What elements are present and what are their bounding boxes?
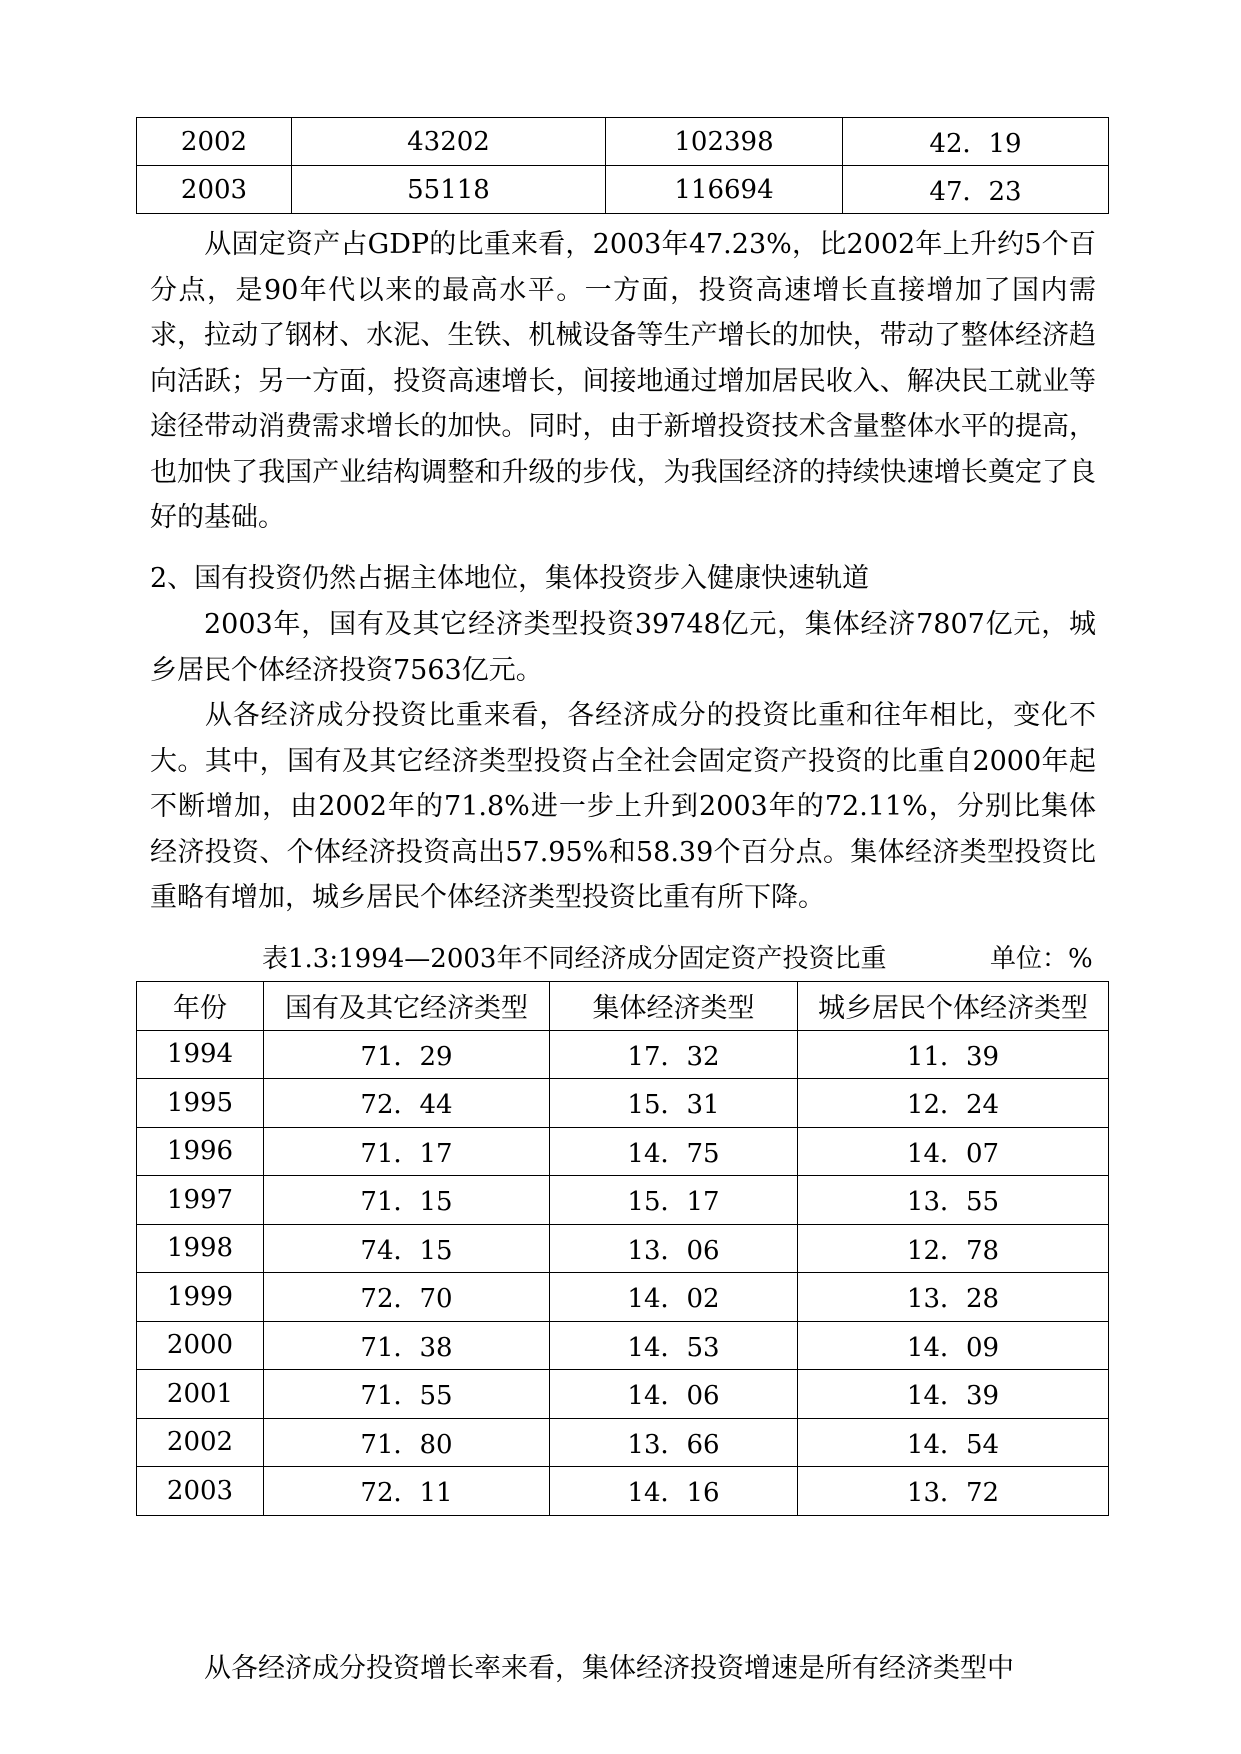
table-unit: 单位：% [990,944,1093,974]
table-cell: 2003 [137,166,292,214]
table-header-row [137,982,1109,1031]
table-cell: 116694 [606,166,843,214]
table-cell: 43202 [292,118,606,166]
table-cell: 71．29 [264,1030,550,1079]
column-header-year: 年份 [137,982,264,1031]
table-cell: 72．44 [264,1079,550,1128]
table-cell: 14．06 [550,1370,798,1419]
column-header-state-owned: 国有及其它经济类型 [264,982,550,1031]
table-cell: 13．72 [798,1467,1109,1516]
column-header-collective: 集体经济类型 [550,982,798,1031]
gdp-ratio-table-continuation [136,117,1109,214]
table-cell: 12．78 [798,1224,1109,1273]
table-cell: 74．15 [264,1224,550,1273]
table-cell: 1996 [137,1127,264,1176]
table-row [137,1127,1109,1176]
paragraph-text: 从固定资产占GDP的比重来看，2003年47.23%，比2002年上升约5个百分点，是90年代以来的最高水平。一方面，投资高速增长直接增加了国内需求，拉动了钢材、水泥、生铁、机械设备等生产增长的加快，带动了整体经济趋向活跃；另一方面，投资高速增长，间接地通过增加居民收入、解决民工就业等途径带动消费需求增长的加快。同时，由于新增投资技术含量整体水平的提高，也加快了我国产业结构调整和升级的步伐，为我国经济的持续快速增长奠定了良好的基础。 [150,229,1096,533]
paragraph-investment-amounts [150,602,1096,693]
table-cell: 13．06 [550,1224,798,1273]
table-cell: 14．75 [550,1127,798,1176]
table-cell: 15．31 [550,1079,798,1128]
table-cell: 1995 [137,1079,264,1128]
table-cell: 12．24 [798,1079,1109,1128]
table-row [137,1224,1109,1273]
table-cell: 14．39 [798,1370,1109,1419]
table-cell: 2002 [137,118,292,166]
table-cell: 2003 [137,1467,264,1516]
table-cell: 13．55 [798,1176,1109,1225]
table-cell: 47．23 [843,166,1109,214]
paragraph-growth-rate [150,1646,1096,1692]
table-cell: 55118 [292,166,606,214]
table-row [137,1030,1109,1079]
table-cell: 71．80 [264,1418,550,1467]
table-cell: 13．28 [798,1273,1109,1322]
investment-share-table [136,981,1109,1516]
table-cell: 1998 [137,1224,264,1273]
table-cell: 72．11 [264,1467,550,1516]
paragraph-investment-share [150,693,1096,921]
table-cell: 2002 [137,1418,264,1467]
table-cell: 13．66 [550,1418,798,1467]
table-cell: 72．70 [264,1273,550,1322]
table-row [137,1467,1109,1516]
table-row [137,1176,1109,1225]
table-cell: 11．39 [798,1030,1109,1079]
table-cell: 17．32 [550,1030,798,1079]
table-cell: 42．19 [843,118,1109,166]
table-row [137,118,1109,166]
table-cell: 14．54 [798,1418,1109,1467]
section-heading-2: 2、国有投资仍然占据主体地位，集体投资步入健康快速轨道 [150,563,870,594]
table-cell: 1999 [137,1273,264,1322]
table-cell: 14．53 [550,1321,798,1370]
table-cell: 14．02 [550,1273,798,1322]
table-cell: 71．17 [264,1127,550,1176]
table-row [137,1079,1109,1128]
table-row [137,1418,1109,1467]
table-row [137,1321,1109,1370]
paragraph-text: 2003年，国有及其它经济类型投资39748亿元，集体经济7807亿元，城乡居民个体经济投资7563亿元。 [150,609,1096,686]
table-title: 表1.3:1994—2003年不同经济成分固定资产投资比重 [262,944,887,974]
table-cell: 14．16 [550,1467,798,1516]
table-cell: 2000 [137,1321,264,1370]
column-header-individual: 城乡居民个体经济类型 [798,982,1109,1031]
paragraph-gdp-ratio [150,222,1096,541]
table-cell: 102398 [606,118,843,166]
table-row [137,166,1109,214]
table-row [137,1370,1109,1419]
table-cell: 71．55 [264,1370,550,1419]
table-cell: 71．38 [264,1321,550,1370]
table-cell: 14．09 [798,1321,1109,1370]
paragraph-text: 从各经济成分投资增长率来看，集体经济投资增速是所有经济类型中 [204,1653,1014,1684]
table-row [137,1273,1109,1322]
table-cell: 2001 [137,1370,264,1419]
table-cell: 14．07 [798,1127,1109,1176]
table-cell: 15．17 [550,1176,798,1225]
paragraph-text: 从各经济成分投资比重来看，各经济成分的投资比重和往年相比，变化不大。其中，国有及其它经济类型投资占全社会固定资产投资的比重自2000年起不断增加，由2002年的71.8%进一步上升到2003年的72.11%，分别比集体经济投资、个体经济投资高出57.95%和58.39个百分点。集体经济类型投资比重略有增加，城乡居民个体经济类型投资比重有所下降。 [150,700,1096,913]
table-cell: 1997 [137,1176,264,1225]
table-cell: 1994 [137,1030,264,1079]
table-cell: 71．15 [264,1176,550,1225]
table-caption [262,942,1092,976]
